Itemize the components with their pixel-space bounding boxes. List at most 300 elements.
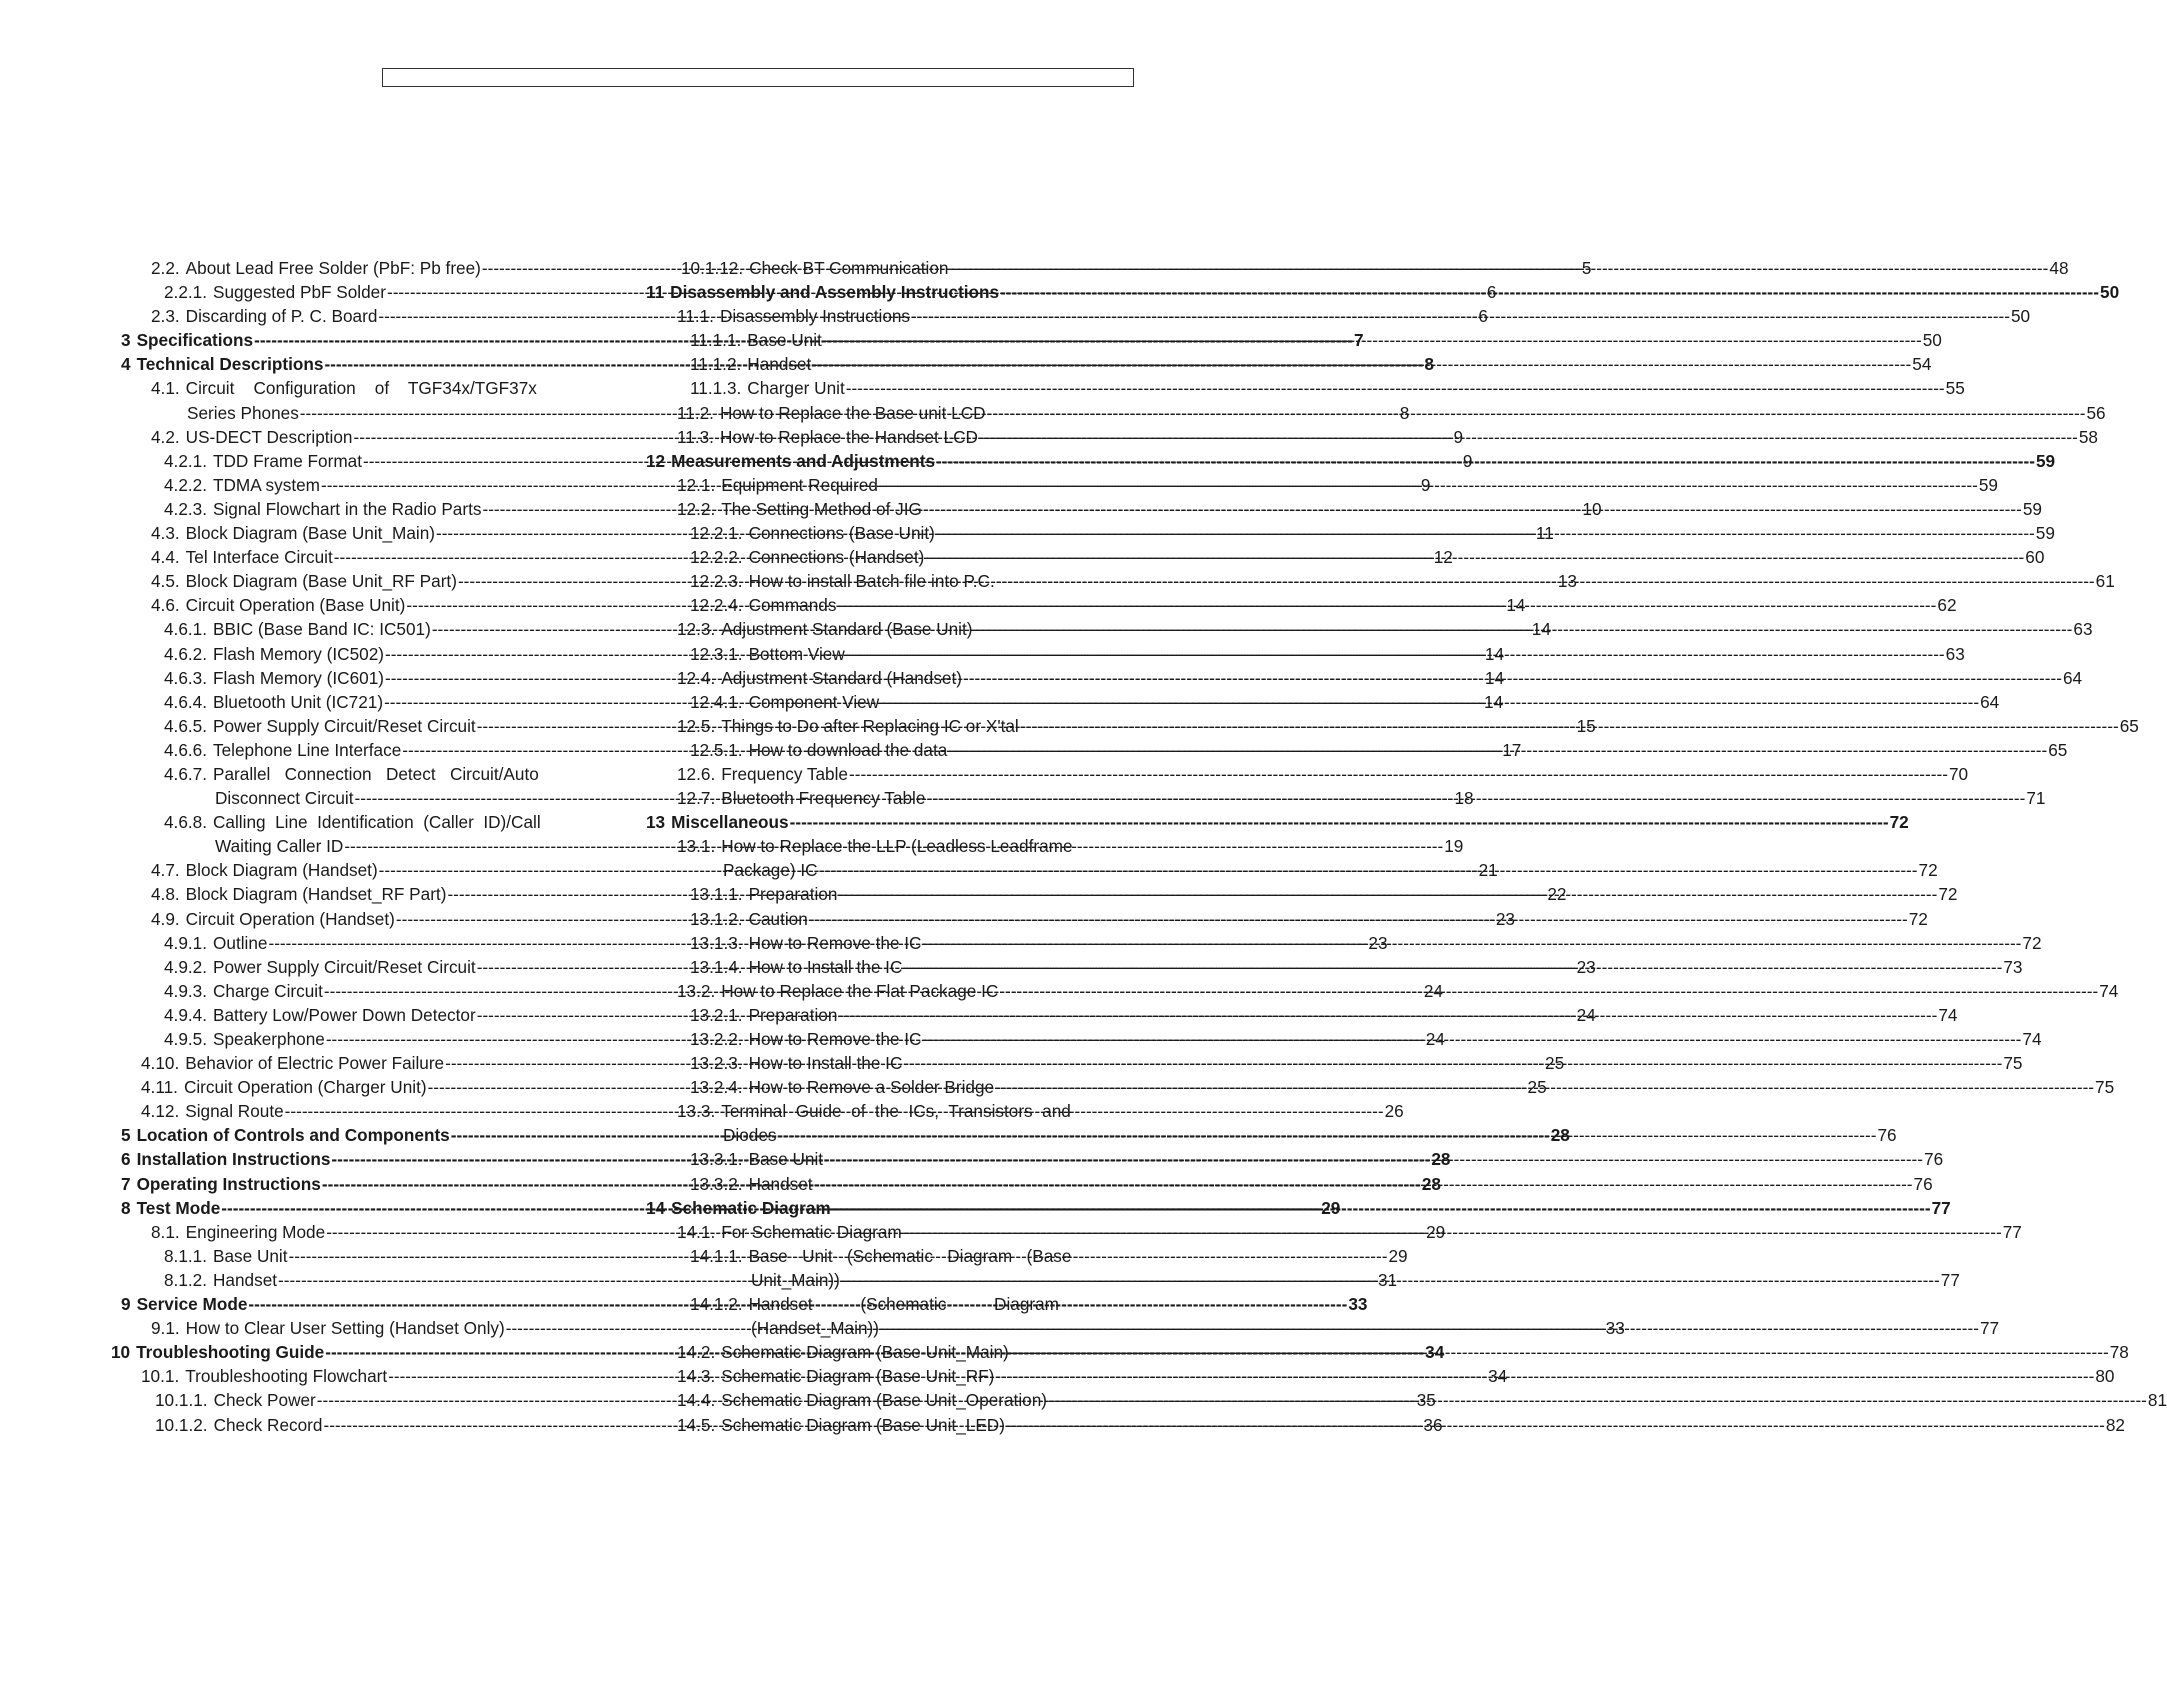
toc-entry-number: 4.2.3.	[164, 498, 208, 519]
toc-leader	[846, 642, 1945, 666]
toc-entry-number: 11.2.	[677, 402, 714, 423]
toc-leader	[790, 810, 1889, 834]
toc-entry-number: 4.6.7.	[164, 763, 208, 784]
toc-page-number: 59	[2022, 498, 2042, 519]
toc-entry-number: 12	[646, 450, 666, 471]
toc-leader	[838, 1003, 1937, 1027]
toc-entry-title: About Lead Free Solder (PbF: Pb free)	[185, 258, 481, 278]
toc-entry-title: Handset	[747, 354, 812, 375]
toc-entry-number: 4.6.1.	[164, 619, 208, 640]
toc-entry-number: 13.2.	[677, 980, 716, 1001]
toc-page-number: 10	[1582, 498, 1602, 519]
toc-entry-number: 4.6.8.	[164, 812, 208, 833]
toc-entry-title: US-DECT Description	[185, 426, 353, 447]
toc-entry-number: 4.2.1.	[164, 450, 208, 471]
toc-entry-number: 7	[121, 1173, 131, 1194]
toc-page-number: 25	[1545, 1053, 1565, 1074]
toc-entry-title: Block Diagram (Handset)	[185, 860, 378, 881]
toc-entry-title: Circuit Operation (Handset)	[185, 908, 395, 929]
toc-leader	[837, 593, 1936, 617]
toc-entry-title: Commands	[748, 595, 837, 616]
toc-page-number: 8	[1424, 354, 1434, 375]
toc-entry-number: 4.6.5.	[164, 715, 208, 736]
toc-page-number: 78	[2109, 1342, 2129, 1363]
toc-entry-number: 2.2.1.	[164, 282, 208, 303]
toc-entry-title: Speakerphone	[213, 1029, 325, 1049]
toc-entry-title: Connections (Handset)	[748, 547, 925, 568]
toc-leader	[1006, 1413, 2105, 1437]
toc-entry-title: Handset	[748, 1173, 813, 1194]
toc-leader	[949, 256, 2048, 280]
toc-entry-title: Check Record	[213, 1414, 323, 1435]
toc-entry-title: How to Install the IC	[748, 956, 903, 977]
toc-page-number: 63	[1945, 643, 1965, 664]
toc-page-number: 17	[1502, 739, 1522, 760]
toc-page-number: 71	[2026, 788, 2046, 809]
toc-entry-title: Check Power	[213, 1390, 316, 1411]
toc-page-number: 11	[1535, 523, 1554, 544]
toc-entry-number: 10.1.	[141, 1366, 180, 1387]
toc-entry[interactable]	[690, 545, 2045, 569]
toc-entry-title: Schematic Diagram	[671, 1197, 831, 1218]
toc-entry[interactable]	[677, 304, 2031, 328]
toc-entry-title: How to Replace the Flat Package IC	[721, 980, 999, 1001]
toc-page-number: 72	[1908, 908, 1928, 929]
toc-entry-number: 4.2.2.	[164, 474, 208, 495]
toc-entry-title: How to Replace the LLP (Leadless Leadframe	[721, 836, 1073, 857]
toc-page-number: 14	[1531, 619, 1551, 640]
toc-page-number: 59	[1978, 474, 1998, 495]
toc-entry-number: 4.6.4.	[164, 691, 208, 712]
toc-entry-title: Signal Flowchart in the Radio Parts	[213, 498, 482, 519]
toc-page-number: 28	[1421, 1173, 1441, 1194]
toc-entry-number: 12.4.	[677, 667, 716, 688]
toc-entry-number: 4.9.5.	[164, 1029, 208, 1049]
toc-page-number: 21	[1478, 860, 1498, 881]
toc-leader	[996, 569, 2095, 593]
toc-entry-title: How to Remove the IC	[748, 1029, 922, 1049]
toc-entry-number: 4.9.1.	[164, 932, 208, 953]
toc-page-number: 76	[1877, 1125, 1897, 1146]
toc-entry-title: Base Unit (Schematic Diagram (Base	[748, 1245, 1072, 1266]
toc-entry-title: Signal Route	[185, 1101, 284, 1122]
toc-page-number: 72	[2022, 932, 2042, 953]
toc-entry-number: 12.1.	[677, 474, 716, 495]
toc-entry-title: How to Remove the IC	[748, 932, 922, 953]
toc-entry-number: 4.1.	[151, 378, 180, 399]
toc-page-number: 59	[2035, 523, 2055, 544]
toc-page-number: 6	[1486, 282, 1497, 303]
toc-leader	[926, 786, 2025, 810]
toc-entry-number: 12.5.	[677, 715, 716, 736]
toc-entry-number: 13.2.1.	[690, 1004, 743, 1025]
toc-entry-number: 11.1.1.	[690, 330, 742, 351]
toc-leader	[1010, 1340, 2109, 1364]
toc-page-number: 25	[1527, 1077, 1547, 1098]
toc-entry-title: Package) IC	[723, 860, 818, 881]
toc-entry-number: 10.1.12.	[681, 258, 744, 278]
toc-page-number: 14	[1484, 691, 1504, 712]
toc-page-number: 12	[1433, 547, 1453, 568]
toc-entry-number: 14.4.	[677, 1390, 716, 1411]
toc-page-number: 77	[1979, 1318, 2000, 1339]
toc-entry-title: The Setting Method of JIG	[721, 498, 922, 519]
toc-leader	[778, 1123, 1877, 1147]
toc-page-number: 50	[1922, 330, 1942, 351]
toc-page-number: 13	[1557, 571, 1577, 592]
toc-page-number: 22	[1547, 884, 1567, 905]
toc-entry-title: Engineering Mode	[185, 1221, 326, 1242]
toc-entry-title: Schematic Diagram (Base Unit_Main)	[721, 1342, 1009, 1363]
toc-entry-title: Handset (Schematic Diagram	[748, 1294, 1059, 1315]
toc-entry-title: Suggested PbF Solder	[213, 282, 386, 303]
toc-entry-title: Power Supply Circuit/Reset Circuit	[213, 956, 476, 977]
toc-leader	[923, 497, 2022, 521]
toc-entry-title: How to download the data	[748, 739, 948, 760]
toc-entry[interactable]	[690, 1244, 1131, 1268]
toc-page-number: 24	[1423, 980, 1443, 1001]
toc-entry-title: Telephone Line Interface	[213, 739, 402, 760]
toc-page-number: 56	[2086, 402, 2106, 423]
toc-entry-title: Schematic Diagram (Base Unit_LED)	[721, 1414, 1005, 1435]
toc-leader	[849, 762, 1948, 786]
toc-entry[interactable]	[646, 280, 2120, 304]
toc-entry-title: How to Replace the Base unit LCD	[719, 402, 986, 423]
toc-entry-title: Caution	[748, 908, 808, 929]
toc-entry-title: Bluetooth Unit (IC721)	[213, 691, 384, 712]
toc-entry-number: 4.6.	[151, 595, 180, 616]
toc-page-number: 33	[1605, 1318, 1625, 1339]
toc-entry-title: How to Install the IC	[748, 1053, 903, 1074]
toc-entry-number: 4.6.6.	[164, 739, 208, 760]
toc-page-number: 29	[1388, 1245, 1408, 1266]
toc-page-number: 50	[2100, 282, 2120, 303]
toc-entry-number: 14.1.1.	[690, 1245, 743, 1266]
toc-entry-number: 5	[121, 1125, 131, 1146]
toc-page-number: 19	[1444, 836, 1464, 857]
toc-entry-number: 13.2.2.	[690, 1029, 743, 1049]
toc-entry[interactable]	[646, 810, 1909, 834]
toc-entry-title: Measurements and Adjustments	[671, 450, 936, 471]
toc-page-number: 72	[1889, 812, 1909, 833]
toc-entry-title: Outline	[213, 932, 268, 953]
toc-entry[interactable]	[677, 762, 1969, 786]
toc-entry-title: TDD Frame Format	[213, 450, 362, 471]
toc-entry-number: 14.5.	[677, 1414, 716, 1435]
toc-page-number: 76	[1924, 1149, 1944, 1170]
toc-page-number: 24	[1425, 1029, 1445, 1049]
toc-leader	[936, 521, 2035, 545]
toc-entry-title: Block Diagram (Base Unit_RF Part)	[185, 571, 457, 592]
toc-entry[interactable]	[681, 256, 2069, 280]
toc-page-number: 23	[1495, 908, 1515, 929]
toc-leader	[841, 1268, 1940, 1292]
toc-entry-number: 13.1.4.	[690, 956, 743, 977]
toc-page-number: 15	[1576, 715, 1596, 736]
toc-leader	[948, 738, 2047, 762]
toc-entry-title: Behavior of Electric Power Failure	[185, 1053, 445, 1074]
toc-leader	[846, 376, 1945, 400]
toc-entry-title: Frequency Table	[721, 763, 848, 784]
toc-leader	[838, 882, 1937, 906]
toc-entry-title: Bottom View	[748, 643, 845, 664]
toc-entry-title: Technical Descriptions	[136, 354, 324, 375]
toc-entry[interactable]	[677, 473, 1998, 497]
toc-page-number: 73	[2003, 956, 2023, 977]
toc-entry-number: 12.2.2.	[690, 547, 743, 568]
toc-entry-title: BBIC (Base Band IC: IC501)	[213, 619, 431, 640]
toc-entry-number: 11.3.	[677, 426, 714, 447]
toc-entry-number: 12.3.1.	[690, 643, 743, 664]
toc-page-number: 6	[1478, 306, 1488, 327]
toc-entry-title: How to Clear User Setting (Handset Only)	[185, 1318, 505, 1339]
toc-entry[interactable]	[677, 834, 1131, 858]
toc-entry-title: Waiting Caller ID	[215, 836, 344, 857]
toc-entry-number: 13.3.1.	[690, 1149, 743, 1170]
toc-entry-title: Diodes	[723, 1125, 777, 1146]
toc-page-number: 28	[1550, 1125, 1570, 1146]
toc-page-number: 35	[1416, 1390, 1436, 1411]
toc-entry-title: Handset	[213, 1269, 278, 1290]
toc-entry-number: 12.3.	[677, 619, 716, 640]
toc-entry-number: 13.2.4.	[690, 1077, 743, 1098]
toc-entry-number: 10.1.2.	[155, 1414, 208, 1435]
toc-leader	[922, 931, 2021, 955]
toc-entry-title: Disassembly and Assembly Instructions	[670, 282, 1000, 303]
toc-page-number: 14	[1484, 667, 1505, 688]
toc-entry-title: Unit_Main))	[751, 1269, 840, 1290]
toc-entry-title: Base Unit	[213, 1245, 288, 1266]
toc-page-number: 60	[2025, 547, 2045, 568]
toc-page-number: 74	[1938, 1004, 1958, 1025]
toc-page-number: 64	[2062, 667, 2083, 688]
toc-leader	[1048, 1388, 2147, 1412]
toc-entry-number: 9	[121, 1294, 131, 1315]
toc-page-number: 23	[1368, 932, 1388, 953]
toc-entry[interactable]	[646, 449, 2056, 473]
toc-entry-title: Operating Instructions	[136, 1173, 321, 1194]
toc-entry-title: Things to Do after Replacing IC or X'tal	[721, 715, 1019, 736]
toc-entry-number: 11	[646, 282, 665, 303]
toc-entry-title: Installation Instructions	[136, 1149, 331, 1170]
toc-entry-title: Series Phones	[187, 402, 299, 423]
toc-page-number: 62	[1937, 595, 1957, 616]
toc-entry-number: 12.6.	[677, 763, 716, 784]
toc-page-number: 7	[1354, 330, 1364, 351]
toc-entry-number: 4.2.	[151, 426, 180, 447]
toc-entry-number: 2.2.	[151, 258, 180, 278]
toc-entry-title: Schematic Diagram (Base Unit_Operation)	[721, 1390, 1047, 1411]
toc-entry[interactable]	[677, 1099, 1131, 1123]
toc-entry-number: 13.2.3.	[690, 1053, 743, 1074]
toc-leader	[925, 545, 2024, 569]
toc-leader	[809, 907, 1908, 931]
toc-entry-title: Block Diagram (Handset_RF Part)	[185, 884, 447, 905]
toc-entry-title: Adjustment Standard (Base Unit)	[721, 619, 973, 640]
toc-entry-number: 12.2.	[677, 498, 716, 519]
toc-entry-number: 12.2.1.	[690, 523, 743, 544]
toc-page-number: 8	[1399, 402, 1410, 423]
toc-entry-title: Base Unit	[748, 1149, 824, 1170]
toc-entry-title: Discarding of P. C. Board	[185, 306, 378, 327]
toc-entry-title: Component View	[748, 691, 880, 712]
toc-entry[interactable]	[677, 401, 2106, 425]
header-box	[382, 68, 1134, 87]
toc-page-number: 23	[1576, 956, 1596, 977]
toc-entry-title: Circuit Configuration of TGF34x/TGF37x	[185, 378, 537, 399]
toc-page-number: 9	[1453, 426, 1463, 447]
toc-entry-number: 3	[121, 330, 131, 351]
toc-entry-title: Power Supply Circuit/Reset Circuit	[213, 715, 476, 736]
toc-page-number: 65	[2119, 715, 2139, 736]
toc-entry-title: Battery Low/Power Down Detector	[213, 1004, 476, 1025]
toc-page-number: 61	[2095, 571, 2115, 592]
toc-entry-number: 10	[111, 1342, 131, 1363]
toc-leader	[880, 1316, 1979, 1340]
toc-entry-number: 12.2.4.	[690, 595, 743, 616]
toc-leader	[880, 690, 1979, 714]
toc-leader	[936, 449, 2035, 473]
toc-entry-number: 8.1.1.	[164, 1245, 208, 1266]
toc-entry[interactable]	[677, 425, 2098, 449]
toc-leader	[823, 328, 1922, 352]
toc-entry-title: Adjustment Standard (Handset)	[721, 667, 962, 688]
toc-entry-number: 8.1.	[151, 1221, 180, 1242]
toc-entry-number: 4.9.2.	[164, 956, 208, 977]
toc-entry-title: Disassembly Instructions	[719, 306, 911, 327]
toc-entry-number: 12.2.3.	[690, 571, 743, 592]
toc-page-number: 34	[1425, 1342, 1445, 1363]
toc-page-number: 29	[1321, 1197, 1341, 1218]
toc-entry-number: 2.3.	[151, 306, 180, 327]
toc-entry-title: Disconnect Circuit	[215, 788, 354, 809]
toc-entry-title: Service Mode	[136, 1294, 248, 1315]
toc-entry-title: How to Replace the Handset LCD	[719, 426, 978, 447]
toc-leader	[973, 617, 2072, 641]
toc-entry-number: 4.6.2.	[164, 643, 208, 664]
toc-entry-title: Specifications	[136, 330, 254, 351]
toc-entry-title: Circuit Operation (Base Unit)	[185, 595, 406, 616]
toc-entry-number: 14.2.	[677, 1342, 716, 1363]
toc-entry-number: 14.1.2.	[690, 1294, 743, 1315]
toc-entry-title: Test Mode	[136, 1197, 221, 1218]
toc-entry-title: Base Unit	[747, 330, 822, 351]
toc-leader	[814, 1172, 1913, 1196]
toc-entry-number: 4.9.	[151, 908, 180, 929]
toc-entry[interactable]	[690, 376, 1965, 400]
toc-leader	[999, 979, 2098, 1003]
toc-entry-number: 8.1.2.	[164, 1269, 208, 1290]
toc-entry[interactable]	[690, 328, 1942, 352]
toc-page-number: 29	[1426, 1221, 1446, 1242]
toc-leader	[903, 1051, 2002, 1075]
toc-leader	[963, 666, 2062, 690]
toc-page-number: 34	[1488, 1366, 1508, 1387]
toc-page-number: 55	[1945, 378, 1965, 399]
toc-page-number: 72	[1938, 884, 1958, 905]
toc-leader	[832, 1196, 1931, 1220]
toc-entry-number: 13	[646, 812, 666, 833]
toc-entry-number: 13.1.1.	[690, 884, 743, 905]
toc-entry-title: Preparation	[748, 1004, 838, 1025]
toc-entry-number: 14.1.	[677, 1221, 716, 1242]
toc-page-number: 77	[2002, 1221, 2022, 1242]
toc-page-number: 75	[2095, 1077, 2115, 1098]
toc-page-number: 77	[1931, 1197, 1951, 1218]
toc-page-number: 31	[1377, 1269, 1398, 1290]
toc-leader	[903, 1220, 2002, 1244]
toc-entry-title: Equipment Required	[721, 474, 878, 495]
toc-entry-title: Troubleshooting Flowchart	[185, 1366, 388, 1387]
toc-entry[interactable]	[690, 352, 1932, 376]
toc-entry-title: (Handset_Main))	[751, 1318, 879, 1339]
toc-page-number: 64	[1980, 691, 2000, 712]
toc-entry-number: 11.1.3.	[690, 378, 742, 399]
toc-page-number: 63	[2073, 619, 2093, 640]
toc-page-number: 26	[1384, 1101, 1404, 1122]
toc-entry-number: 4.5.	[151, 571, 180, 592]
toc-entry-number: 12.4.1.	[690, 691, 743, 712]
toc-entry-title: Location of Controls and Components	[136, 1125, 450, 1146]
toc-entry-number: 9.1.	[151, 1318, 180, 1339]
toc-page-number: 33	[1348, 1294, 1368, 1315]
toc-entry-number: 13.1.2.	[690, 908, 743, 929]
toc-page-number: 14	[1484, 643, 1505, 664]
toc-entry-title: Charge Circuit	[213, 980, 323, 1001]
toc-leader	[979, 425, 2078, 449]
toc-page-number: 50	[2010, 306, 2031, 327]
toc-entry-title: Connections (Base Unit)	[748, 523, 935, 544]
toc-page-number: 36	[1423, 1414, 1443, 1435]
toc-page-number: 5	[1581, 258, 1592, 278]
toc-entry-number: 4.3.	[151, 523, 180, 544]
toc-entry-number: 11.1.	[677, 306, 714, 327]
toc-leader	[1020, 714, 2119, 738]
toc-entry-title: Terminal Guide of the ICs, Transistors and	[721, 1101, 1071, 1122]
toc-entry-title: Check BT Communication	[749, 258, 949, 278]
toc-page-number: 9	[1420, 474, 1431, 495]
toc-entry-number: 4.11.	[141, 1077, 178, 1098]
toc-entry-number: 13.1.	[677, 836, 716, 857]
toc-entry-number: 14.3.	[677, 1366, 716, 1387]
toc-entry-number: 6	[121, 1149, 131, 1170]
toc-leader	[812, 352, 1911, 376]
toc-entry-number: 13.3.2.	[690, 1173, 743, 1194]
toc-page-number: 72	[1918, 860, 1938, 881]
toc-entry-title: Calling Line Identification (Caller ID)/Call	[213, 812, 541, 833]
toc-entry-title: Schematic Diagram (Base Unit_RF)	[721, 1366, 995, 1387]
toc-entry-title: TDMA system	[213, 474, 320, 495]
toc-page-number: 54	[1912, 354, 1932, 375]
toc-page-number: 81	[2147, 1390, 2167, 1411]
toc-entry-number: 14	[646, 1197, 666, 1218]
toc-page-number: 70	[1948, 763, 1969, 784]
toc-page-number: 75	[2003, 1053, 2023, 1074]
toc-entry[interactable]	[690, 1292, 1131, 1316]
toc-entry-number: 12.5.1.	[690, 739, 743, 760]
toc-page-number: 74	[2099, 980, 2119, 1001]
toc-entry-title: Parallel Connection Detect Circuit/Auto	[213, 763, 539, 784]
toc-entry-number: 12.7.	[677, 788, 716, 809]
toc-leader	[824, 1147, 1923, 1171]
toc-entry-number: 13.3.	[677, 1101, 716, 1122]
toc-page-number: 9	[1462, 450, 1473, 471]
toc-page-number: 24	[1576, 1004, 1596, 1025]
toc-page-number: 14	[1506, 595, 1526, 616]
toc-page-number: 77	[1940, 1269, 1960, 1290]
toc-entry-title: For Schematic Diagram	[721, 1221, 902, 1242]
toc-entry-number: 11.1.2.	[690, 354, 742, 375]
